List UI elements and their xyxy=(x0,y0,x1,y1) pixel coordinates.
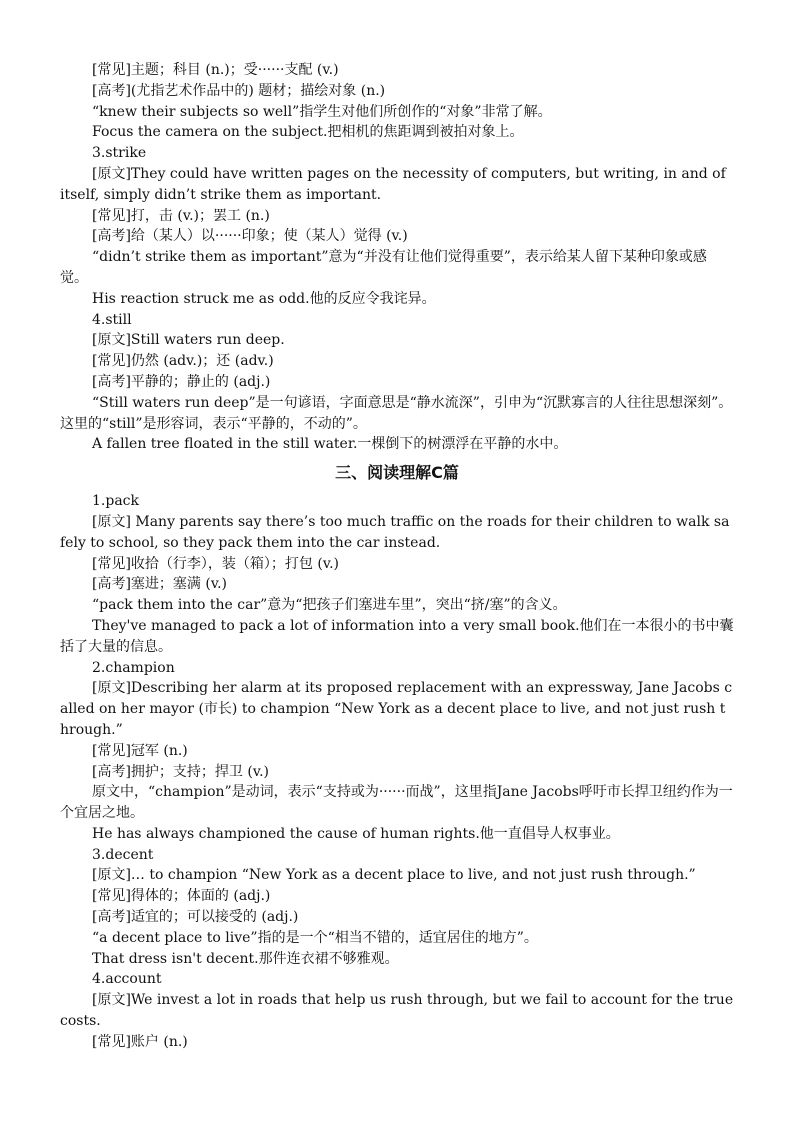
paragraph: “didn’t strike them as important”意为“并没有让他们觉得重要”，表示给某人留下某种印象或感觉。 xyxy=(60,249,707,286)
paragraph: [原文]Still waters run deep. xyxy=(92,332,285,349)
paragraph: He has always championed the cause of human rights.他一直倡导人权事业。 xyxy=(92,825,620,842)
paragraph: [高考]平静的；静止的 (adj.) xyxy=(92,373,271,390)
document-body xyxy=(60,60,738,1053)
paragraph: “a decent place to live”指的是一个“相当不错的，适宜居住的地方”。 xyxy=(92,929,538,946)
paragraph: A fallen tree floated in the still water.一棵倒下的树漂浮在平静的水中。 xyxy=(92,436,568,453)
paragraph: 原文中，“champion”是动词，表示“支持或为······而战”，这里指Jane Jacobs呼吁市长捍卫纽约作为一个宜居之地。 xyxy=(60,784,733,822)
paragraph: 2.champion xyxy=(92,659,175,676)
paragraph: 4.still xyxy=(92,311,132,328)
paragraph: [常见]收拾（行李），装（箱）；打包 (v.) xyxy=(92,555,339,572)
paragraph: 4.account xyxy=(92,971,162,988)
paragraph: Focus the camera on the subject.把相机的焦距调到被拍对象上。 xyxy=(92,124,524,141)
paragraph: “Still waters run deep”是一句谚语，字面意思是“静水流深”，引申为“沉默寡言的人往往思想深刻”。这里的“still”是形容词，表示“平静的，不动的”。 xyxy=(60,394,733,432)
paragraph: That dress isn't decent.那件连衣裙不够雅观。 xyxy=(92,950,399,967)
paragraph: [高考]给（某人）以······印象；使（某人）觉得 (v.) xyxy=(92,228,408,245)
paragraph: “pack them into the car”意为“把孩子们塞进车里”，突出“挤/塞”的含义。 xyxy=(92,597,567,614)
paragraph: 1.pack xyxy=(92,493,139,510)
paragraph: [原文]… to champion “New York as a decent place to live, and not just rush through.” xyxy=(92,867,696,884)
paragraph: 3.decent xyxy=(92,846,154,863)
paragraph: [常见]冠军 (n.) xyxy=(92,742,188,759)
paragraph: [常见]主题；科目 (n.)；受······支配 (v.) xyxy=(92,62,339,78)
paragraph: They've managed to pack a lot of information into a very small book.他们在一本很小的书中囊括了大量的信息。 xyxy=(60,617,734,655)
paragraph: [常见]仍然 (adv.)；还 (adv.) xyxy=(92,353,274,370)
paragraph: [高考](尤指艺术作品中的) 题材；描绘对象 (n.) xyxy=(92,82,386,99)
paragraph: [原文]Describing her alarm at its proposed replacement with an expressway, Jane Jacobs called on her mayor (市长) to champion “New York as a decent place to live, and not just rush through.” xyxy=(60,680,733,738)
paragraph: [高考]拥护；支持；捍卫 (v.) xyxy=(92,763,269,780)
paragraph: [常见]得体的；体面的 (adj.) xyxy=(92,888,271,905)
paragraph: [高考]适宜的；可以接受的 (adj.) xyxy=(92,909,299,926)
paragraph: [高考]塞进；塞满 (v.) xyxy=(92,576,227,593)
paragraph: 3.strike xyxy=(92,145,147,162)
paragraph: “knew their subjects so well”指学生对他们所创作的“对象”非常了解。 xyxy=(92,103,552,120)
paragraph: [常见]打，击 (v.)；罢工 (n.) xyxy=(92,207,270,224)
paragraph: [原文]They could have written pages on the necessity of computers, but writing, in and of itself, simply didn’t strike them as important. xyxy=(60,165,731,203)
paragraph: [常见]账户 (n.) xyxy=(92,1033,188,1050)
paragraph: His reaction struck me as odd.他的反应令我诧异。 xyxy=(92,290,436,307)
paragraph: [原文] Many parents say there’s too much traffic on the roads for their children to walk safely to school, so they pack them into the car instead. xyxy=(60,513,730,551)
paragraph: [原文]We invest a lot in roads that help us rush through, but we fail to account for the true costs. xyxy=(60,992,738,1030)
section-heading: 三、阅读理解C篇 xyxy=(335,463,459,483)
